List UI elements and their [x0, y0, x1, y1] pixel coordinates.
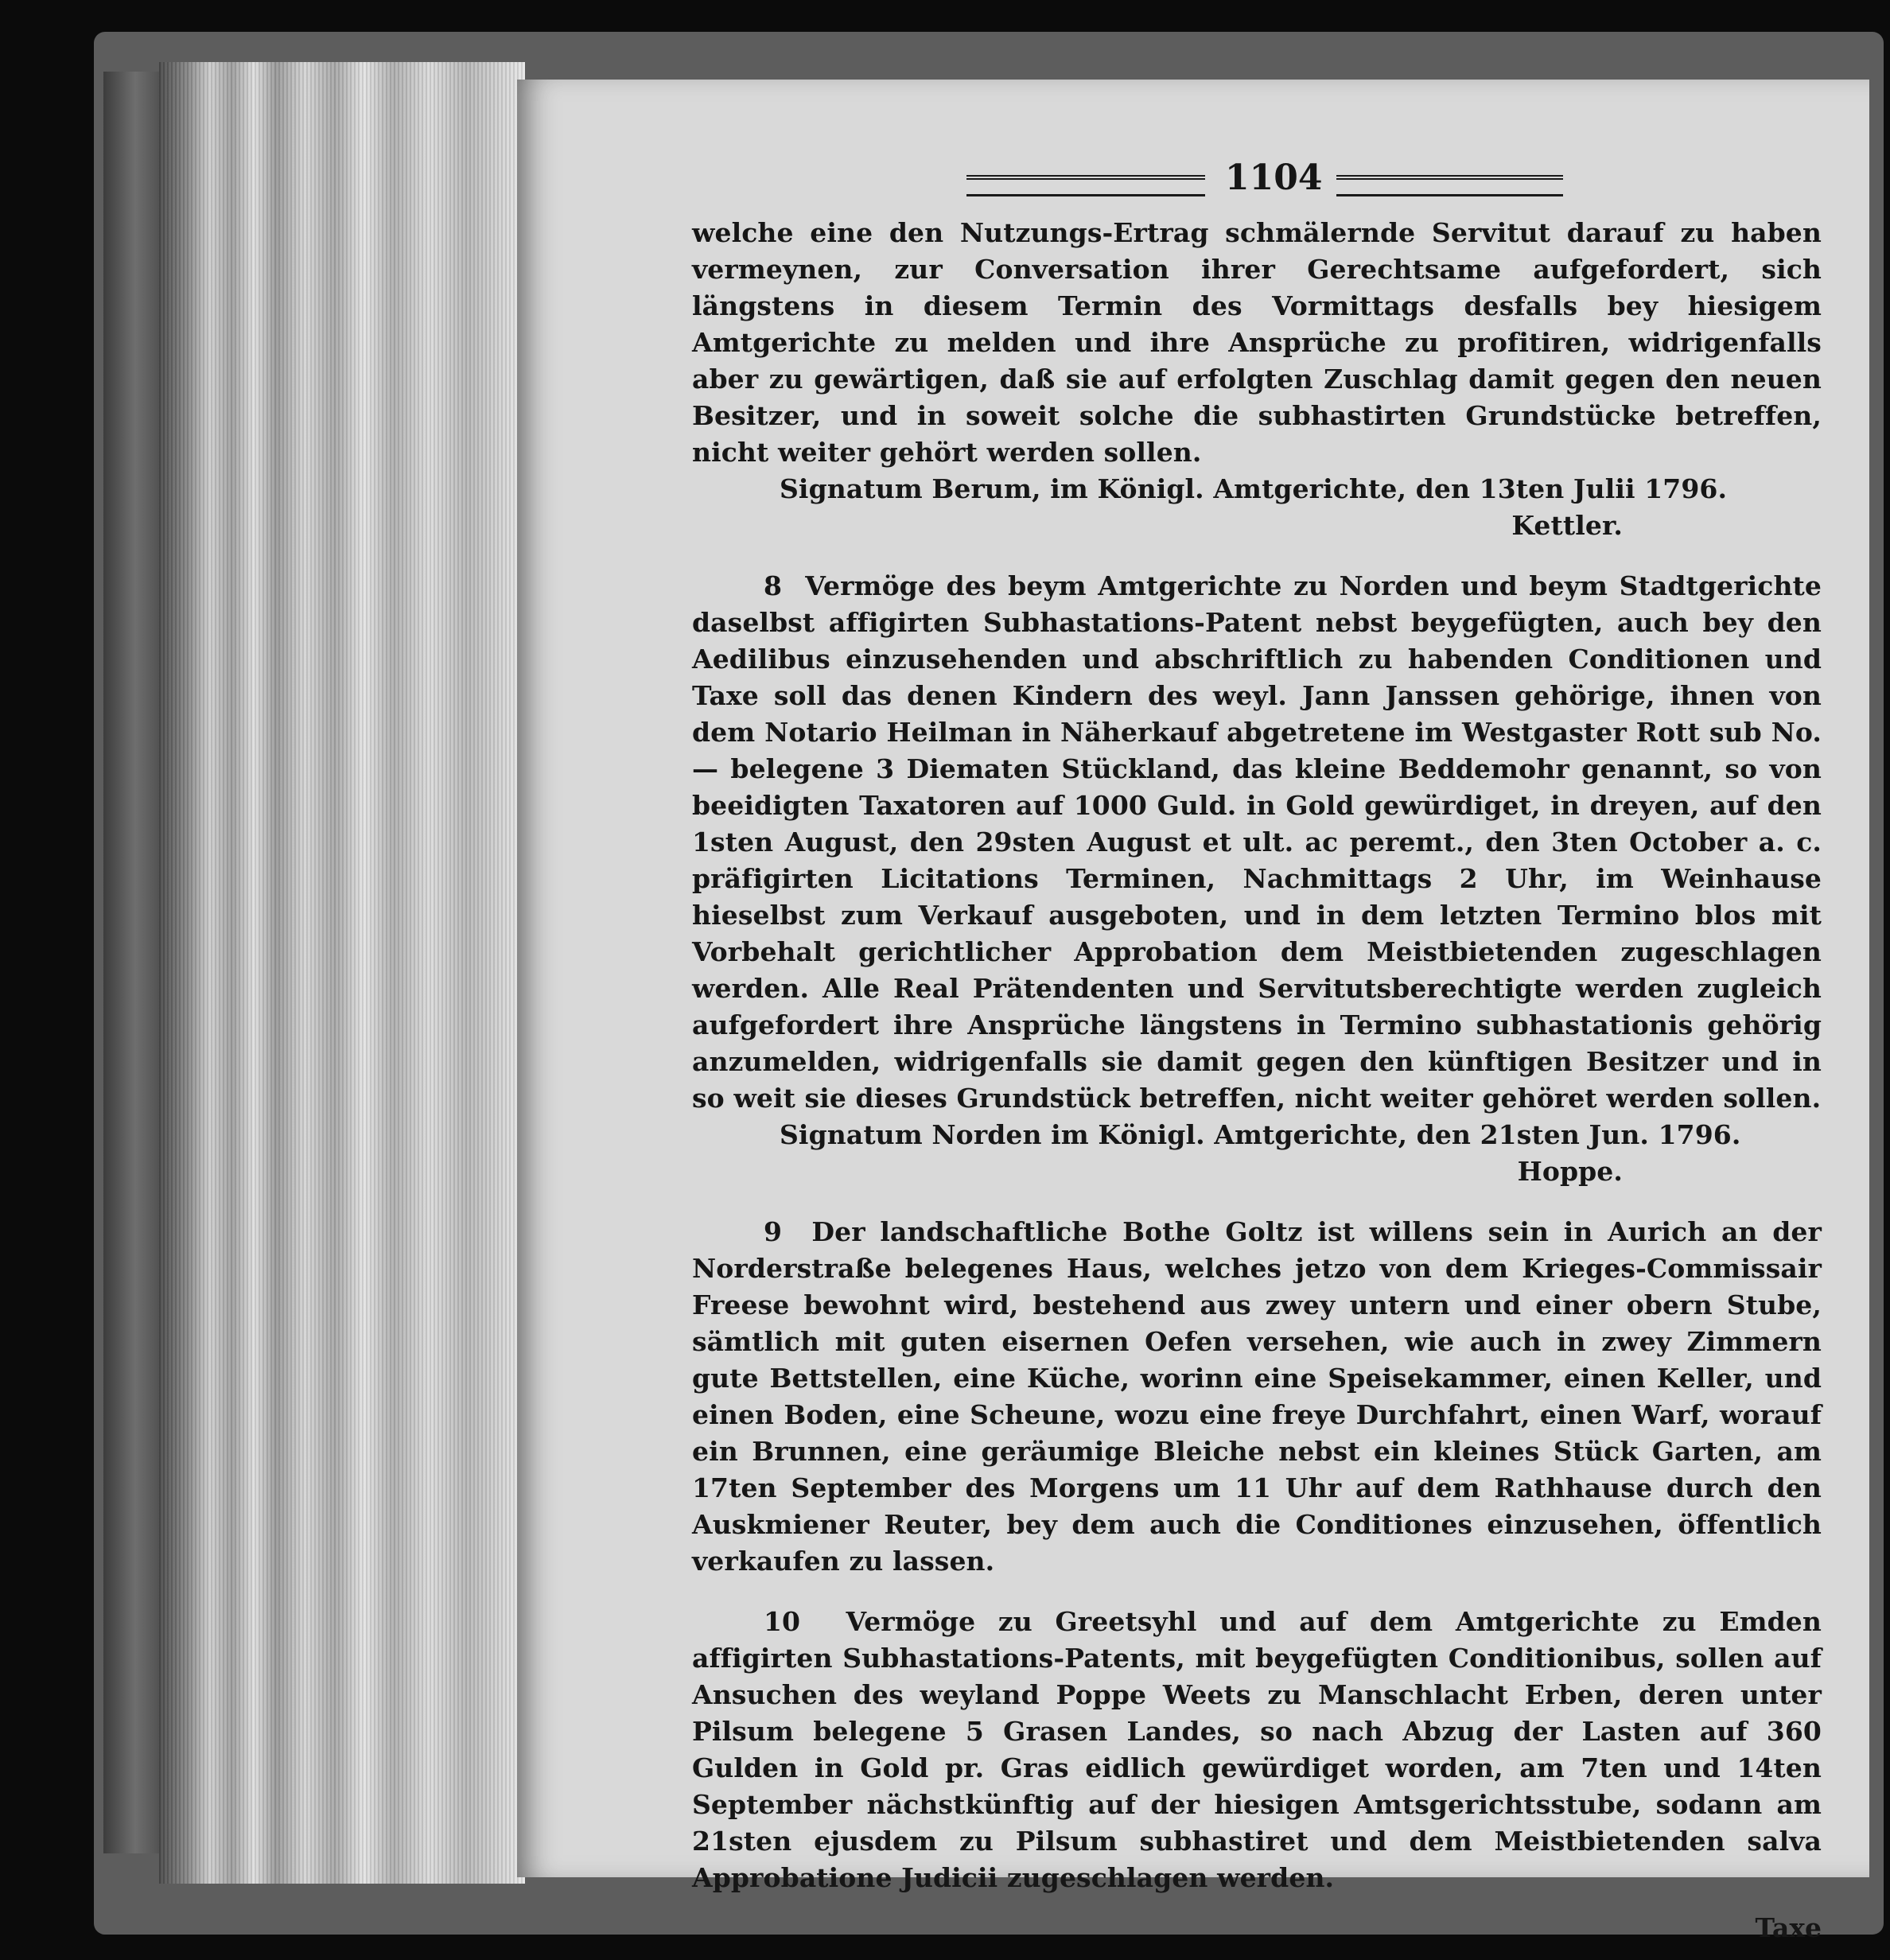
entry-10-number: 10 [764, 1606, 801, 1637]
page-header [692, 151, 1822, 215]
header-rule-right [1336, 175, 1563, 196]
entry-8-number: 8 [764, 570, 783, 601]
entry-10 [692, 1604, 1822, 1896]
entry-8-body [692, 568, 1822, 1117]
entry-continued-signer: Kettler. [1511, 510, 1623, 541]
book-spine-edge [103, 72, 167, 1853]
catchword: Taxe [1755, 1912, 1822, 1943]
page-number: 1104 [1225, 158, 1323, 198]
entry-9 [692, 1214, 1822, 1580]
entry-continued-signatum: Signatum Berum, im Königl. Amtgerichte, den 13ten Julii 1796. [780, 473, 1728, 504]
entry-9-body [692, 1214, 1822, 1580]
entry-9-number: 9 [764, 1216, 783, 1247]
page-stack-left [159, 62, 525, 1884]
entry-continued [692, 215, 1822, 544]
entry-8-text: Vermöge des beym Amtgerichte zu Norden und beym Stadtgerichte daselbst affigirten Subhastations-Patent nebst beygefügten, auch bey den Aedilibus einzusehenden und abschriftlich zu habenden Conditionen und Taxe soll das denen Kindern des weyl. Jann Janssen gehörige, ihnen von dem Notario Heilman in Näherkauf abgetretene im Westgaster Rott sub No. — belegene 3 Diematen Stückland, das kleine Beddemohr genannt, so von beeidigten Taxatoren auf 1000 Guld. in Gold gewürdiget, in dreyen, auf den 1sten August, den 29sten August et ult. ac peremt., den 3ten October a. c. präfigirten Licitations Terminen, Nachmittags 2 Uhr, im Weinhause hieselbst zum Verkauf ausgeboten, und in dem letzten Termino blos mit Vorbehalt gerichtlicher Approbation dem Meistbietenden zugeschlagen werden. Alle Real Prätendenten und Servitutsberechtigte werden zugleich aufgefordert ihre Ansprüche längstens in Termino subhastationis gehörig anzumelden, widrigenfalls sie damit gegen den künftigen Besitzer und in so weit sie dieses Grundstück betreffen, nicht weiter gehöret werden sollen. [692, 570, 1822, 1114]
entry-10-text: Vermöge zu Greetsyhl und auf dem Amtgerichte zu Emden affigirten Subhastations-Patents, mit beygefügten Conditionibus, sollen auf Ansuchen des weyland Poppe Weets zu Manschlacht Erben, deren unter Pilsum belegene 5 Grasen Landes, so nach Abzug der Lasten auf 360 Gulden in Gold pr. Gras eidlich gewürdiget worden, am 7ten und 14ten September nächstkünftig auf der hiesigen Amtsgerichtsstube, sodann am 21sten ejusdem zu Pilsum subhastiret und dem Meistbietenden salva Approbatione Judicii zugeschlagen werden. [692, 1606, 1822, 1893]
entry-8 [692, 568, 1822, 1190]
entry-8-signer: Hoppe. [1517, 1156, 1623, 1187]
header-rule-left [966, 175, 1205, 196]
page-content [692, 151, 1822, 1943]
entry-continued-text: welche eine den Nutzungs-Ertrag schmälernde Servitut darauf zu haben vermeynen, zur Conversation ihrer Gerechtsame aufgefordert, sich längstens in diesem Termin des Vormittags desfalls bey hiesigem Amtgerichte zu melden und ihre Ansprüche zu profitiren, widrigenfalls aber zu gewärtigen, daß sie auf erfolgten Zuschlag damit gegen den neuen Besitzer, und in soweit solche die subhastirten Grundstücke betreffen, nicht weiter gehört werden sollen. [692, 217, 1822, 468]
entry-10-body [692, 1604, 1822, 1896]
entry-9-text: Der landschaftliche Bothe Goltz ist willens sein in Aurich an der Norderstraße belegenes Haus, welches jetzo von dem Krieges-Commissair Freese bewohnt wird, bestehend aus zwey untern und einer obern Stube, sämtlich mit guten eisernen Oefen versehen, wie auch in zwey Zimmern gute Bettstellen, eine Küche, worinn eine Speisekammer, einen Keller, und einen Boden, eine Scheune, wozu eine freye Durchfahrt, einen Warf, worauf ein Brunnen, eine geräumige Bleiche nebst ein kleines Stück Garten, am 17ten September des Morgens um 11 Uhr auf dem Rathhause durch den Auskmiener Reuter, bey dem auch die Conditiones einzusehen, öffentlich verkaufen zu lassen. [692, 1216, 1822, 1577]
entry-8-signatum: Signatum Norden im Königl. Amtgerichte, den 21sten Jun. 1796. [780, 1119, 1741, 1150]
